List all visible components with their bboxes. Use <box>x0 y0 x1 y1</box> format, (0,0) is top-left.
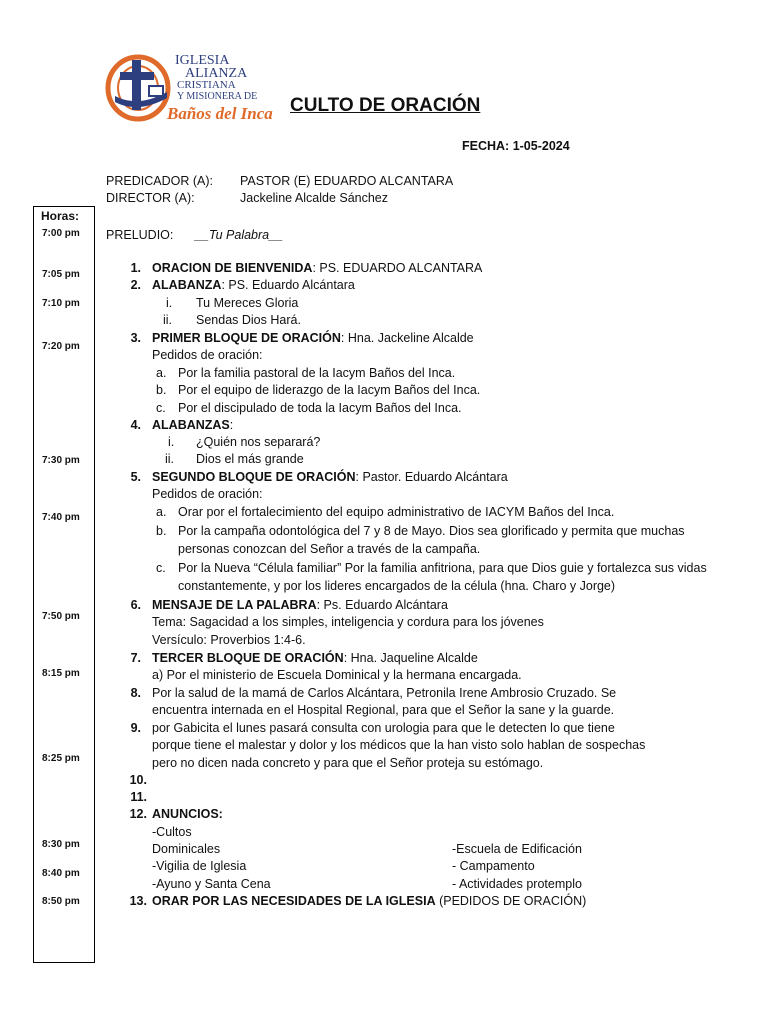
item-detail: : Hna. Jaqueline Alcalde <box>343 651 478 665</box>
prayer-request: Por el discipulado de toda la Iacym Baños del Inca. <box>178 401 462 415</box>
hour-time: 8:25 pm <box>42 753 80 764</box>
song-title: Sendas Dios Hará. <box>196 313 301 327</box>
prayer-request: Por la salud de la mamá de Carlos Alcántara, Petronila Irene Ambrosio Cruzado. Se <box>152 686 617 700</box>
prayer-request-cont: constantemente, y por los lideres encargados de la célula (hna. Charo y Jorge) <box>178 579 616 593</box>
sub-marker: b. <box>156 383 167 397</box>
pedidos-label: Pedidos de oración: <box>152 348 263 362</box>
announcement: Dominicales <box>152 842 221 856</box>
item-heading: ORAR POR LAS NECESIDADES DE LA IGLESIA <box>152 894 436 908</box>
preludio-value: __Tu Palabra__ <box>195 228 284 242</box>
item-heading: ALABANZA <box>152 278 222 292</box>
item-detail: : Ps. Eduardo Alcántara <box>316 598 448 612</box>
song-title: ¿Quién nos separará? <box>196 435 321 449</box>
item-number: 13. <box>129 894 147 908</box>
hour-time: 7:40 pm <box>42 512 80 523</box>
program-item <box>152 469 508 486</box>
date-label: FECHA: 1-05-2024 <box>462 139 570 153</box>
logo-line-cristiana: CRISTIANA <box>177 79 236 91</box>
song-title: Dios el más grande <box>196 452 304 466</box>
item-number: 12. <box>129 807 147 821</box>
hour-time: 7:00 pm <box>42 228 80 239</box>
item-detail: : PS. EDUARDO ALCANTARA <box>312 261 483 275</box>
item-number: 1. <box>130 261 141 275</box>
hour-time: 7:10 pm <box>42 298 80 309</box>
sub-marker: ii. <box>163 313 173 327</box>
item-heading: ORACION DE BIENVENIDA <box>152 261 313 275</box>
item-heading: MENSAJE DE LA PALABRA <box>152 598 317 612</box>
announcement: -Escuela de Edificación <box>452 842 582 856</box>
hour-time: 8:30 pm <box>42 839 80 850</box>
item-heading: TERCER BLOQUE DE ORACIÓN <box>152 651 344 665</box>
announcement: -Ayuno y Santa Cena <box>152 877 271 891</box>
item-number: 6. <box>130 598 141 612</box>
item-heading: ALABANZAS <box>152 418 230 432</box>
program-item <box>152 650 478 667</box>
item-number: 11. <box>130 790 147 804</box>
sub-marker: c. <box>156 401 166 415</box>
sub-marker: i. <box>166 296 173 310</box>
logo-line-alianza: ALIANZA <box>185 66 248 81</box>
item-detail: : <box>229 418 234 432</box>
announcement: -Vigilia de Iglesia <box>152 859 247 873</box>
item-heading: PRIMER BLOQUE DE ORACIÓN <box>152 331 341 345</box>
prayer-request: a) Por el ministerio de Escuela Dominical y la hermana encargada. <box>152 668 522 682</box>
hour-time: 8:15 pm <box>42 668 80 679</box>
item-number: 4. <box>130 418 141 432</box>
prayer-request-cont: porque tiene el malestar y dolor y los médicos que la han visto solo hablan de sospechas <box>152 738 646 752</box>
hour-time: 7:30 pm <box>42 455 80 466</box>
sub-marker: a. <box>156 505 167 519</box>
prayer-request: Por el equipo de liderazgo de la Iacym Baños del Inca. <box>178 383 481 397</box>
director-value: Jackeline Alcalde Sánchez <box>240 191 389 205</box>
church-logo <box>105 52 290 124</box>
item-number: 10. <box>129 773 147 787</box>
director-label: DIRECTOR (A): <box>106 191 195 205</box>
item-heading: ANUNCIOS: <box>152 807 223 821</box>
item-detail: : Pastor. Eduardo Alcántara <box>355 470 508 484</box>
logo-line-misionera: Y MISIONERA DE <box>177 91 258 102</box>
predicador-label: PREDICADOR (A): <box>106 174 213 188</box>
prayer-request: Orar por el fortalecimiento del equipo administrativo de IACYM Baños del Inca. <box>178 505 615 519</box>
hours-title: Horas: <box>41 209 80 223</box>
hour-time: 8:40 pm <box>42 868 80 879</box>
prayer-request: Por la familia pastoral de la Iacym Baños del Inca. <box>178 366 456 380</box>
preludio-label: PRELUDIO: <box>106 228 174 242</box>
sermon-verse: Versículo: Proverbios 1:4-6. <box>152 633 306 647</box>
item-number: 5. <box>130 470 141 484</box>
announcement: -Cultos <box>152 825 192 839</box>
item-number: 2. <box>130 278 141 292</box>
item-number: 7. <box>130 651 141 665</box>
sermon-theme: Tema: Sagacidad a los simples, inteligencia y cordura para los jóvenes <box>152 615 544 629</box>
sub-marker: b. <box>156 524 167 538</box>
item-detail: (PEDIDOS DE ORACIÓN) <box>435 894 587 908</box>
program-item <box>152 597 448 614</box>
item-detail: : PS. Eduardo Alcántara <box>221 278 355 292</box>
hour-time: 7:50 pm <box>42 611 80 622</box>
sub-marker: c. <box>156 561 166 575</box>
program-item <box>152 277 355 294</box>
hours-column <box>33 206 95 963</box>
sub-marker: a. <box>156 366 167 380</box>
hour-time: 7:20 pm <box>42 341 80 352</box>
item-detail: : Hna. Jackeline Alcalde <box>340 331 474 345</box>
prayer-request-cont: personas conozcan del Señor a través de la campaña. <box>178 542 481 556</box>
song-title: Tu Mereces Gloria <box>196 296 299 310</box>
predicador-value: PASTOR (E) EDUARDO ALCANTARA <box>240 174 454 188</box>
prayer-request-cont: encuentra internada en el Hospital Regional, para que el Señor la sane y la guarde. <box>152 703 615 717</box>
prayer-request-cont: pero no dicen nada concreto y para que el Señor proteja su estómago. <box>152 756 544 770</box>
page-title: CULTO DE ORACIÓN <box>290 95 481 116</box>
program-item <box>152 260 482 277</box>
hour-time: 8:50 pm <box>42 896 80 907</box>
item-number: 9. <box>130 721 141 735</box>
program-item <box>152 893 586 910</box>
logo-line-banos: Baños del Inca <box>167 104 273 123</box>
announcement: - Actividades protemplo <box>452 877 582 891</box>
item-heading: SEGUNDO BLOQUE DE ORACIÓN <box>152 470 356 484</box>
sub-marker: i. <box>168 435 175 449</box>
program-item <box>152 330 474 347</box>
sub-marker: ii. <box>165 452 175 466</box>
logo-line-iglesia: IGLESIA <box>175 53 230 68</box>
prayer-request: Por la campaña odontológica del 7 y 8 de Mayo. Dios sea glorificado y permita que muchas <box>178 524 685 538</box>
pedidos-label: Pedidos de oración: <box>152 487 263 501</box>
item-number: 8. <box>130 686 141 700</box>
prayer-request: Por la Nueva “Célula familiar” Por la familia anfitriona, para que Dios guie y fortalezca sus vidas <box>178 561 707 575</box>
prayer-request: por Gabicita el lunes pasará consulta con urologia para que le detecten lo que tiene <box>152 721 615 735</box>
item-number: 3. <box>130 331 141 345</box>
announcement: - Campamento <box>452 859 535 873</box>
program-item <box>152 417 233 434</box>
hour-time: 7:05 pm <box>42 269 80 280</box>
